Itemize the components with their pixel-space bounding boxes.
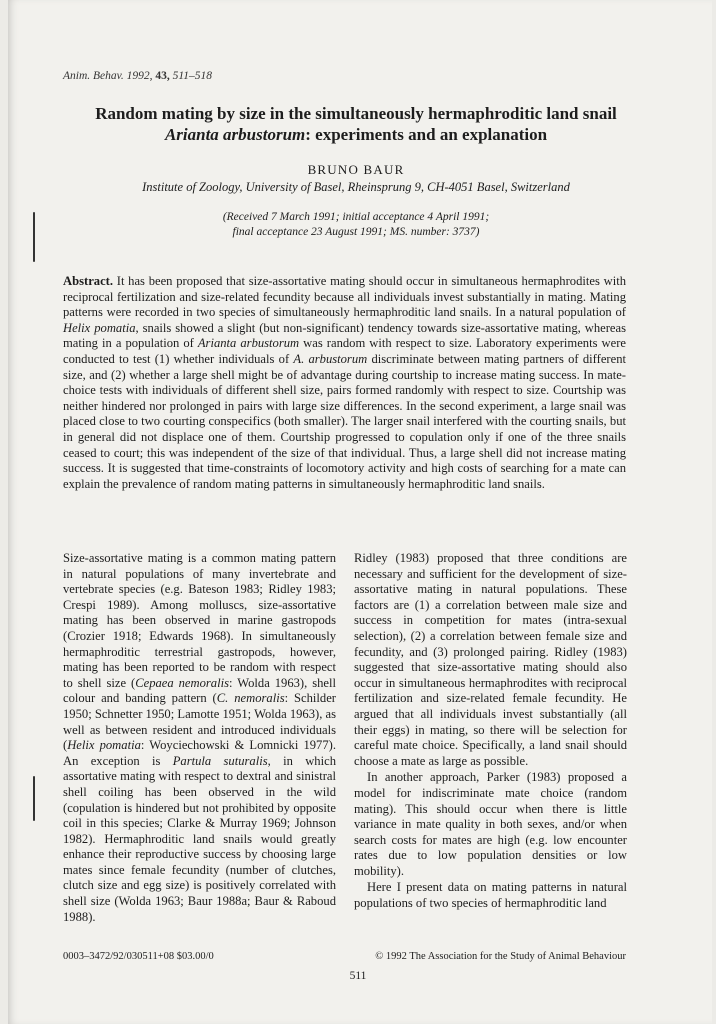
abstract-text-1: It has been proposed that size-assortative mating should occur in simultaneous hermaphrodites with reciprocal fertilization and size-related fecundity because all individuals invest substantially in mating. Mating patterns were recorded in two species of simultaneously hermaphroditic land snails. In a natural population of [63,274,626,320]
journal-volume: 43, [155,70,170,82]
body-text: : Woyciechowski & Lomnicki 1977). An exception is [63,738,336,768]
journal-pages: 511–518 [172,70,213,82]
received-dates [50,210,662,240]
pen-margin-mark [33,776,35,821]
body-text: , in which assortative mating with respect to dextral and sinistral shell coiling has been observed in the wild (copulation is hindered but not prohibited by opposite coil in this species; Clarke & Murray 1969; Johnson 1982). Hermaphroditic land snails would greatly enhance their reproductive success by choosing large mates since female fecundity (number of clutches, clutch size and egg size) is positively correlated with shell size (Wolda 1963; Baur 1988a; Baur & Raboud 1988). [63,753,336,924]
abstract-text-3: was random with respect to size. Laboratory experiments were conducted to test (1) whether individuals of [63,336,626,366]
intro-paragraph-1 [63,551,336,925]
abstract-species-3: A. arbustorum [293,351,368,366]
article-title [50,103,662,145]
title-line-1: Random mating by size in the simultaneously hermaphroditic land snail [95,104,617,123]
author-affiliation: Institute of Zoology, University of Basel, Rheinsprung 9, CH-4051 Basel, Switzerland [142,180,570,194]
species-name: Partula suturalis [172,753,268,768]
journal-name: Anim. Behav. [63,70,124,82]
page-number: 511 [349,970,367,982]
species-name: Cepaea nemoralis [135,675,229,690]
abstract-text-2: , snails showed a slight (but non-significant) tendency towards size-assortative mating, whereas mating in a population of [63,320,626,351]
journal-citation [63,70,212,82]
abstract [63,274,626,492]
body-column-right [354,551,627,912]
species-name: Helix pomatia [67,738,141,753]
journal-year: 1992, [126,70,153,82]
abstract-species-1: Helix pomatia [63,320,136,335]
body-text: Size-assortative mating is a common mating pattern in natural populations of many invertebrate and vertebrate species (e.g. Bateson 1983; Ridley 1983; Crespi 1989). Among molluscs, size-assortative mating has been observed in marine gastropods (Crozier 1918; Edwards 1968). In simultaneously hermaphroditic terrestrial gastropods, however, mating has been reported to be random with respect to shell size ( [63,551,336,690]
body-column-left [63,551,336,925]
intro-paragraph-4: Here I present data on mating patterns in natural populations of two species of hermaphroditic land [354,880,627,911]
copyright-notice: © 1992 The Association for the Study of Animal Behaviour [375,951,626,962]
abstract-label: Abstract. [63,274,114,288]
title-line-2 [50,124,662,145]
received-line-1: (Received 7 March 1991; initial acceptance 4 April 1991; [222,211,490,223]
body-text: : Wolda 1963), shell colour and banding pattern ( [63,675,336,706]
article-code: 0003–3472/92/030511+08 $03.00/0 [63,951,214,962]
species-name: C. nemoralis [216,691,285,706]
pen-margin-mark [33,212,35,262]
intro-paragraph-3: In another approach, Parker (1983) proposed a model for indiscriminate mate choice (random mating). This should occur when there is little variance in mate quality in both sexes, and/or when search costs for mates are high (e.g. low encounter rates due to low population densities or low mobility). [354,770,627,878]
title-species: Arianta arbustorum [164,125,306,144]
intro-paragraph-2: Ridley (1983) proposed that three conditions are necessary and sufficient for the development of size-assortative mating in natural populations. These factors are (1) a correlation between male size and success in competition for mates (intra-sexual selection), (2) a correlation between female size and fecundity, and (3) prolonged pairing. Ridley (1983) suggested that size-assortative mating should also occur in simultaneous hermaphrodites with reciprocal fertilization and size-related female fecundity. He argued that all individuals invest substantially (all their eggs) in mating, so there will be selection for careful mate choice. Specifically, a land snail should choose a mate as large as possible. [354,551,627,768]
title-line-2-rest: : experiments and an explanation [305,125,548,144]
abstract-species-2: Arianta arbustorum [197,336,300,351]
author-name: BRUNO BAUR [307,162,405,177]
received-line-2: final acceptance 23 August 1991; MS. number: 3737) [232,226,480,238]
abstract-text-4: discriminate between mating partners of different size, and (2) whether a large shell might be of advantage during courtship to increase mating success. In mate-choice tests with individuals of different shell size, pairs formed randomly with respect to size. Courtship was neither hindered nor prolonged in pairs with large size differences. In the second experiment, a large snail was placed close to two courting conspecifics (both smaller). The larger snail interfered with the courting snails, but in general did not displace one of them. Courtship progressed to copulation only if one of the three snails ceased to court; this was independent of the size of that individual. Thus, a large shell did not increase mating success. It is suggested that time-constraints of locomotory activity and high costs of searching for a mate can explain the prevalence of random mating patterns in simultaneously hermaphroditic land snails. [63,351,626,491]
body-text: : Schilder 1950; Schnetter 1950; Lamotte 1951; Wolda 1963), as well as between resident and introduced individuals ( [63,691,336,753]
